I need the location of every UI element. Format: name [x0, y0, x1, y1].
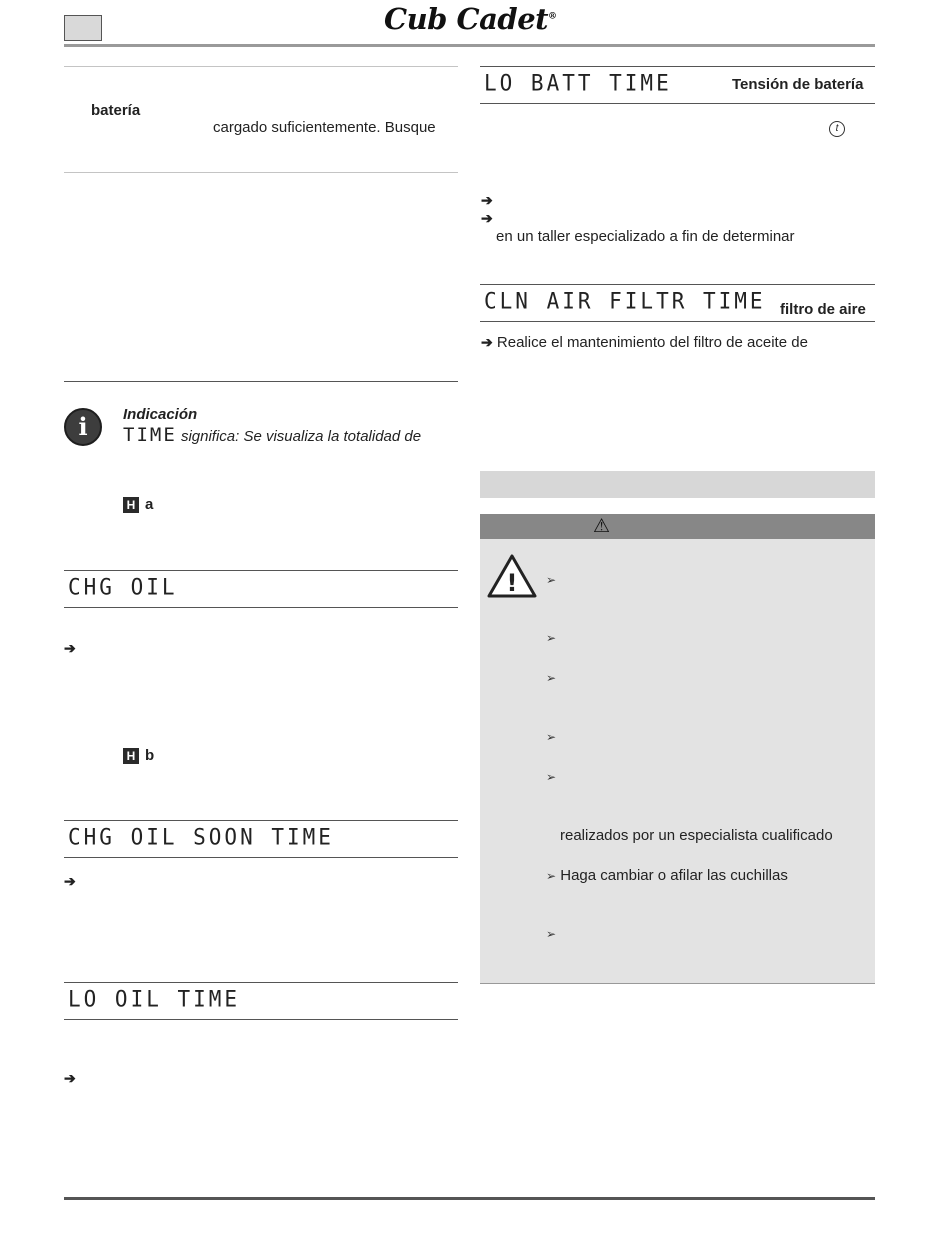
note-text: significa: Se visualiza la totalidad de — [180, 428, 422, 445]
clock-icon: t — [829, 121, 845, 137]
lcd-chg-oil: CHG OIL — [68, 574, 178, 600]
air-filter-label: filtro de aire — [780, 301, 866, 318]
divider — [64, 172, 458, 173]
divider — [64, 607, 458, 608]
divider — [64, 857, 458, 858]
warning-box — [480, 539, 875, 983]
divider — [64, 570, 458, 571]
note-line — [123, 424, 421, 446]
bullet-icon: ➢ — [546, 573, 557, 587]
bullet-icon: ➢ — [546, 730, 557, 744]
info-icon: i — [64, 408, 102, 446]
warning-header — [480, 514, 875, 539]
h-figure-icon: H — [123, 497, 139, 513]
brand-logo: Cub Cadet® — [384, 2, 557, 36]
h-figure-icon: H — [123, 748, 139, 764]
header-rule — [64, 44, 875, 47]
warning-triangle-icon — [486, 553, 538, 599]
figure-ref-a: H a — [123, 496, 153, 513]
note-lcd: TIME — [123, 424, 177, 446]
divider — [64, 982, 458, 983]
bullet-icon: ➢ — [546, 631, 557, 645]
svg-text:!: ! — [506, 569, 518, 597]
arrow-icon: ➔ — [481, 334, 493, 350]
bullet-icon: ➢ — [546, 671, 557, 685]
taller-text: en un taller especializado a fin de determinar — [496, 228, 795, 245]
arrow-icon: ➔ — [481, 210, 493, 226]
note-title: Indicación — [123, 406, 198, 423]
divider — [480, 983, 875, 984]
filter-instruction: ➔ Realice el mantenimiento del filtro de aceite de — [481, 334, 808, 351]
arrow-icon: ➔ — [64, 1070, 76, 1086]
arrow-icon: ➔ — [64, 640, 76, 656]
bullet-icon: ➢ — [546, 770, 557, 784]
divider — [480, 66, 875, 67]
battery-label: batería — [91, 102, 141, 119]
lcd-lo-oil: LO OIL TIME — [68, 986, 241, 1012]
divider — [480, 103, 875, 104]
figure-ref-b: H b — [123, 747, 154, 764]
battery-voltage-label: Tensión de batería — [732, 76, 864, 93]
footer-rule — [64, 1197, 875, 1200]
bullet-icon: ➢ — [546, 869, 557, 883]
lcd-lo-batt: LO BATT TIME — [484, 70, 672, 96]
lcd-chg-oil-soon: CHG OIL SOON TIME — [68, 824, 334, 850]
divider — [480, 284, 875, 285]
divider — [64, 1019, 458, 1020]
lcd-cln-air-filtr: CLN AIR FILTR TIME — [484, 288, 766, 314]
warning-icon: ⚠ — [593, 516, 611, 537]
bullet-icon: ➢ — [546, 927, 557, 941]
arrow-icon: ➔ — [481, 192, 493, 208]
page-number-box — [64, 15, 102, 41]
divider — [64, 820, 458, 821]
warning-text-cuchillas: ➢ Haga cambiar o afilar las cuchillas — [546, 867, 788, 884]
divider — [64, 66, 458, 67]
battery-text: cargado suficientemente. Busque — [213, 119, 436, 136]
divider — [64, 381, 458, 382]
arrow-icon: ➔ — [64, 873, 76, 889]
divider — [480, 321, 875, 322]
warning-text-realizados: realizados por un especialista cualificado — [560, 827, 833, 844]
section-band — [480, 471, 875, 498]
